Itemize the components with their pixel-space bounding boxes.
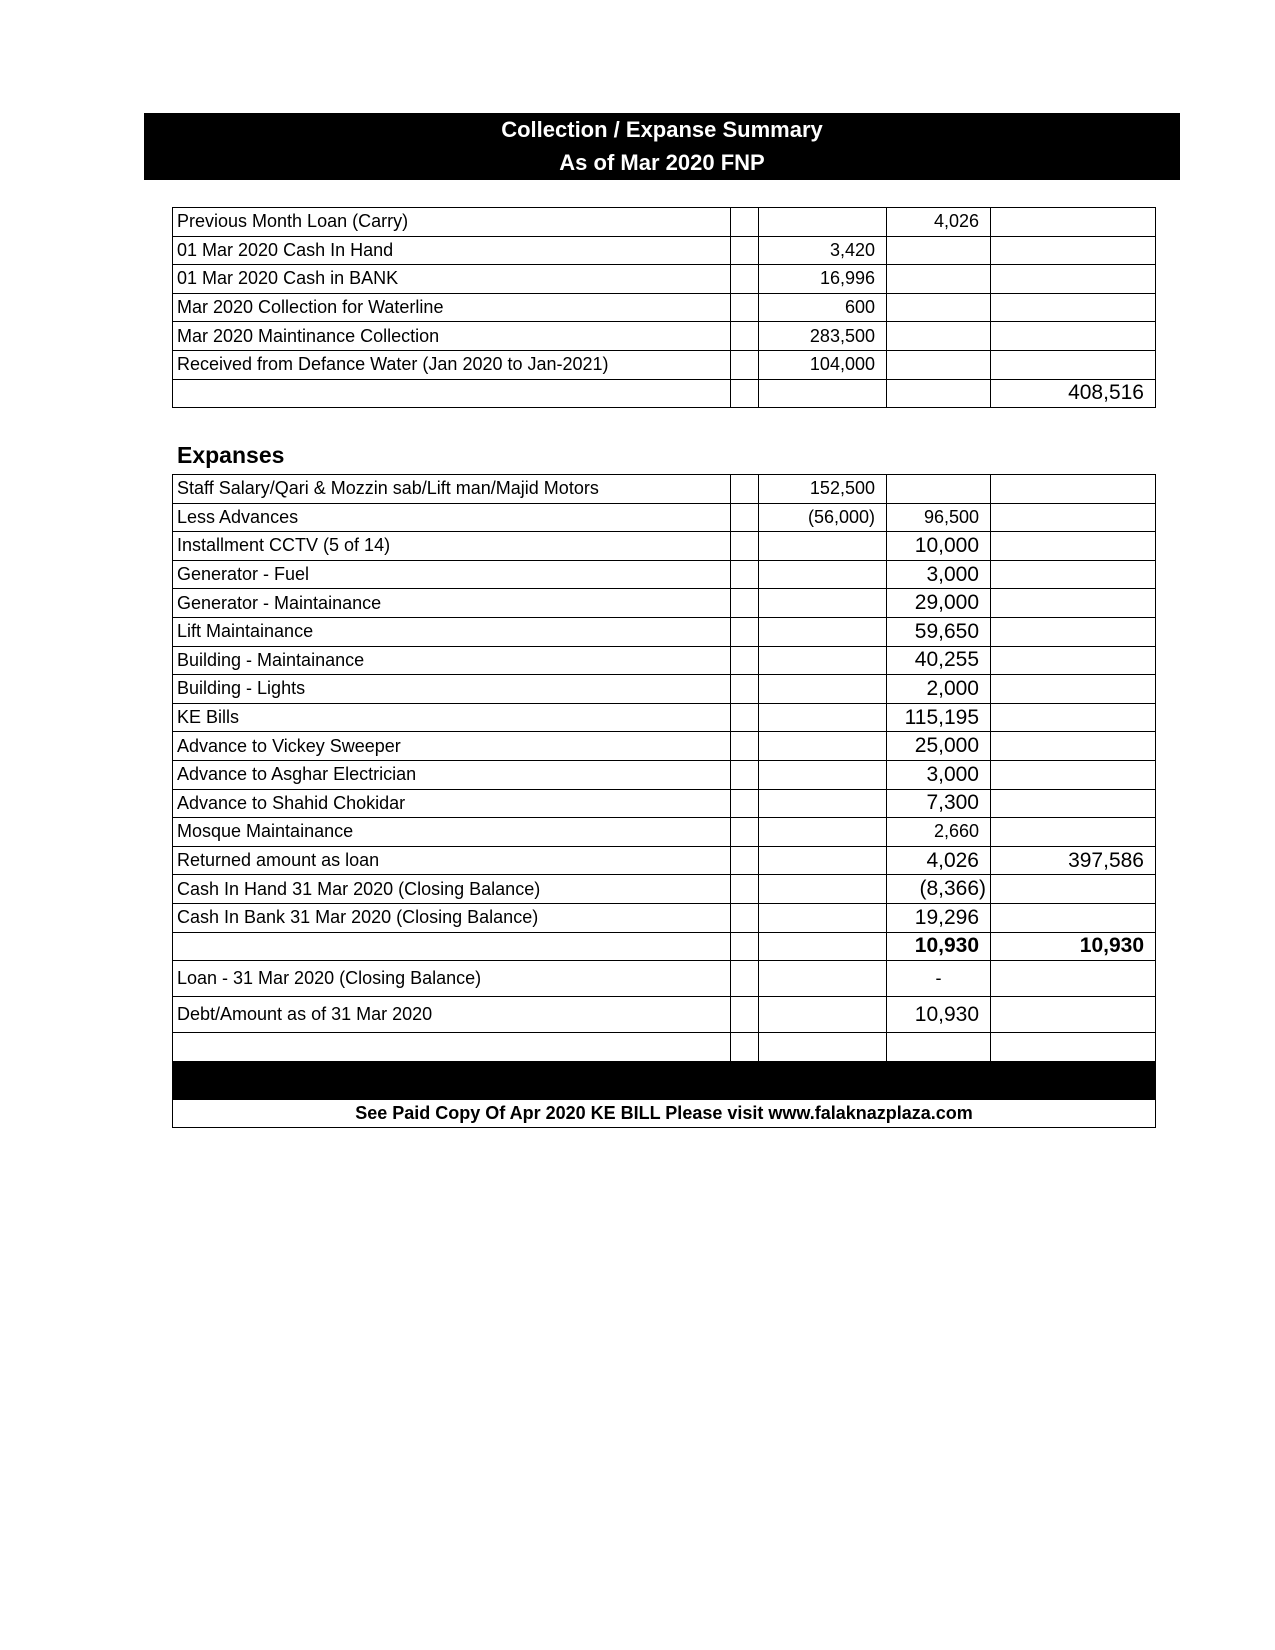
footer-row — [173, 1099, 1156, 1128]
amount-cell: 2,000 — [887, 675, 991, 704]
amount-cell — [759, 789, 887, 818]
amount-cell — [759, 675, 887, 704]
table-row — [173, 208, 1156, 237]
spacer-cell — [731, 818, 759, 847]
total-cell — [991, 208, 1156, 237]
row-label: Generator - Fuel — [173, 560, 731, 589]
amount-cell — [887, 350, 991, 379]
table-row — [173, 560, 1156, 589]
spacer-cell — [731, 703, 759, 732]
row-label: 01 Mar 2020 Cash In Hand — [173, 236, 731, 265]
table-row — [173, 503, 1156, 532]
page-title: Collection / Expanse Summary — [501, 117, 823, 142]
row-label: KE Bills — [173, 703, 731, 732]
amount-cell — [759, 703, 887, 732]
row-label: Cash In Bank 31 Mar 2020 (Closing Balance) — [173, 903, 731, 932]
amount-cell — [759, 617, 887, 646]
amount-cell — [759, 589, 887, 618]
spacer-cell — [731, 560, 759, 589]
row-label: Cash In Hand 31 Mar 2020 (Closing Balance) — [173, 875, 731, 904]
row-label: Previous Month Loan (Carry) — [173, 208, 731, 237]
table-row — [173, 265, 1156, 294]
total-cell — [991, 617, 1156, 646]
table-row — [173, 997, 1156, 1033]
amount-cell — [759, 1033, 887, 1062]
amount-cell — [759, 379, 887, 408]
table-row — [173, 961, 1156, 997]
balance-subtotal: 10,930 — [887, 932, 991, 961]
spacer-cell — [731, 208, 759, 237]
total-cell — [991, 646, 1156, 675]
amount-cell — [759, 875, 887, 904]
row-label: Advance to Asghar Electrician — [173, 760, 731, 789]
amount-cell: 29,000 — [887, 589, 991, 618]
spacer-cell — [731, 903, 759, 932]
amount-cell: 4,026 — [887, 846, 991, 875]
amount-cell: 3,000 — [887, 760, 991, 789]
spacer-cell — [731, 789, 759, 818]
black-divider-row — [173, 1061, 1156, 1099]
amount-cell: 3,420 — [759, 236, 887, 265]
spacer-cell — [731, 675, 759, 704]
total-cell — [991, 961, 1156, 997]
amount-cell: 152,500 — [759, 475, 887, 504]
amount-cell — [887, 236, 991, 265]
total-cell — [991, 903, 1156, 932]
table-row — [173, 818, 1156, 847]
amount-cell: 283,500 — [759, 322, 887, 351]
amount-cell: (8,366) — [887, 875, 991, 904]
black-divider — [173, 1061, 1156, 1099]
table-row — [173, 589, 1156, 618]
spacer-cell — [731, 532, 759, 561]
total-cell — [991, 503, 1156, 532]
amount-cell — [759, 846, 887, 875]
total-cell — [991, 475, 1156, 504]
amount-cell — [759, 932, 887, 961]
spacer-cell — [731, 475, 759, 504]
table-row — [173, 675, 1156, 704]
spacer-cell — [731, 932, 759, 961]
total-cell — [991, 703, 1156, 732]
table-row — [173, 703, 1156, 732]
amount-cell: 10,930 — [887, 997, 991, 1033]
spacer-cell — [731, 503, 759, 532]
row-label: Lift Maintainance — [173, 617, 731, 646]
amount-cell — [887, 475, 991, 504]
amount-cell: 40,255 — [887, 646, 991, 675]
amount-cell — [759, 646, 887, 675]
total-cell — [991, 589, 1156, 618]
collection-table — [172, 207, 1156, 408]
balance-total-row — [173, 932, 1156, 961]
row-label: Mar 2020 Collection for Waterline — [173, 293, 731, 322]
amount-cell — [759, 732, 887, 761]
row-label: Staff Salary/Qari & Mozzin sab/Lift man/Majid Motors — [173, 475, 731, 504]
total-cell — [991, 236, 1156, 265]
amount-cell — [759, 208, 887, 237]
total-cell — [991, 732, 1156, 761]
row-label: Mar 2020 Maintinance Collection — [173, 322, 731, 351]
table-row — [173, 875, 1156, 904]
total-cell — [991, 818, 1156, 847]
title-bar — [144, 113, 1180, 180]
amount-cell — [759, 760, 887, 789]
amount-cell — [759, 903, 887, 932]
row-label: Returned amount as loan — [173, 846, 731, 875]
row-label: Advance to Vickey Sweeper — [173, 732, 731, 761]
spacer-cell — [731, 617, 759, 646]
spacer-cell — [731, 997, 759, 1033]
table-row — [173, 789, 1156, 818]
row-label: 01 Mar 2020 Cash in BANK — [173, 265, 731, 294]
amount-cell — [887, 322, 991, 351]
row-label: Generator - Maintainance — [173, 589, 731, 618]
total-cell — [991, 1033, 1156, 1062]
amount-cell — [887, 265, 991, 294]
amount-cell — [759, 961, 887, 997]
table-row — [173, 350, 1156, 379]
page-subtitle: As of Mar 2020 FNP — [559, 150, 765, 175]
amount-cell — [887, 379, 991, 408]
table-row — [173, 646, 1156, 675]
table-row — [173, 532, 1156, 561]
spacer-cell — [731, 589, 759, 618]
amount-cell — [887, 1033, 991, 1062]
amount-cell: 96,500 — [887, 503, 991, 532]
amount-cell: 600 — [759, 293, 887, 322]
row-label — [173, 379, 731, 408]
spacer-cell — [731, 1033, 759, 1062]
total-cell — [991, 760, 1156, 789]
spacer-cell — [731, 646, 759, 675]
amount-cell: 19,296 — [887, 903, 991, 932]
amount-cell: 4,026 — [887, 208, 991, 237]
amount-cell: 104,000 — [759, 350, 887, 379]
row-label: Building - Lights — [173, 675, 731, 704]
row-label: Debt/Amount as of 31 Mar 2020 — [173, 997, 731, 1033]
row-label: Loan - 31 Mar 2020 (Closing Balance) — [173, 961, 731, 997]
spacer-cell — [731, 236, 759, 265]
expenses-heading: Expanses — [177, 442, 285, 468]
spacer-cell — [731, 961, 759, 997]
amount-cell: - — [887, 961, 991, 997]
row-label — [173, 932, 731, 961]
total-cell — [991, 875, 1156, 904]
total-cell — [991, 532, 1156, 561]
amount-cell: 16,996 — [759, 265, 887, 294]
table-row — [173, 293, 1156, 322]
table-row — [173, 760, 1156, 789]
amount-cell — [759, 997, 887, 1033]
row-label: Less Advances — [173, 503, 731, 532]
spacer-cell — [731, 379, 759, 408]
amount-cell: 25,000 — [887, 732, 991, 761]
row-label: Mosque Maintainance — [173, 818, 731, 847]
spacer-cell — [731, 760, 759, 789]
spacer-cell — [731, 875, 759, 904]
spacer-cell — [731, 293, 759, 322]
collection-total-row — [173, 379, 1156, 408]
table-row — [173, 236, 1156, 265]
total-cell — [991, 560, 1156, 589]
expenses-total: 397,586 — [991, 846, 1156, 875]
amount-cell: (56,000) — [759, 503, 887, 532]
row-label: Advance to Shahid Chokidar — [173, 789, 731, 818]
footer-note: See Paid Copy Of Apr 2020 KE BILL Please visit www.falaknazplaza.com — [173, 1099, 1156, 1128]
spacer-cell — [731, 350, 759, 379]
total-cell — [991, 322, 1156, 351]
table-row — [173, 322, 1156, 351]
amount-cell — [887, 293, 991, 322]
total-cell — [991, 350, 1156, 379]
row-label: Building - Maintainance — [173, 646, 731, 675]
amount-cell: 115,195 — [887, 703, 991, 732]
spacer-cell — [731, 322, 759, 351]
table-row — [173, 846, 1156, 875]
balance-total: 10,930 — [991, 932, 1156, 961]
table-row — [173, 475, 1156, 504]
total-cell — [991, 293, 1156, 322]
total-cell — [991, 789, 1156, 818]
table-row — [173, 732, 1156, 761]
total-cell — [991, 997, 1156, 1033]
amount-cell: 7,300 — [887, 789, 991, 818]
total-cell — [991, 675, 1156, 704]
spacer-cell — [731, 732, 759, 761]
spacer-cell — [731, 265, 759, 294]
amount-cell: 59,650 — [887, 617, 991, 646]
row-label: Installment CCTV (5 of 14) — [173, 532, 731, 561]
row-label — [173, 1033, 731, 1062]
total-cell — [991, 265, 1156, 294]
amount-cell: 10,000 — [887, 532, 991, 561]
amount-cell: 3,000 — [887, 560, 991, 589]
table-row — [173, 903, 1156, 932]
spacer-cell — [731, 846, 759, 875]
row-label: Received from Defance Water (Jan 2020 to Jan-2021) — [173, 350, 731, 379]
amount-cell — [759, 818, 887, 847]
amount-cell — [759, 532, 887, 561]
table-row — [173, 617, 1156, 646]
amount-cell — [759, 560, 887, 589]
amount-cell: 2,660 — [887, 818, 991, 847]
table-row — [173, 1033, 1156, 1062]
expenses-table — [172, 474, 1156, 1128]
collection-total: 408,516 — [991, 379, 1156, 408]
